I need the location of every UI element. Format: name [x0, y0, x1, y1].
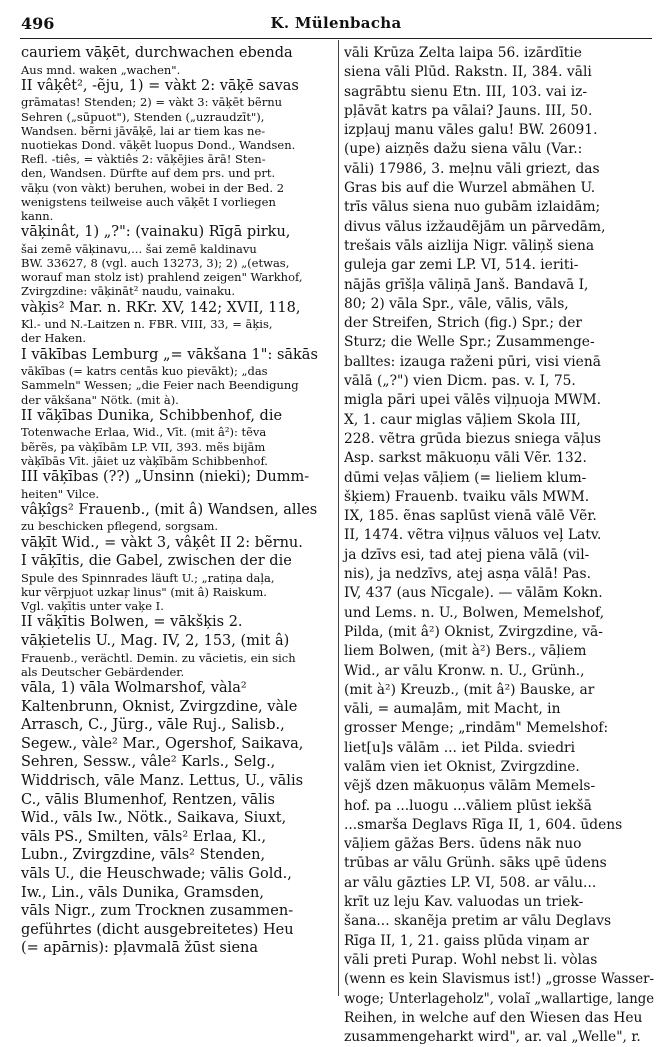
text-line: vālā („?") vien Dicm. pas. v. I, 75. [344, 373, 576, 390]
text-line: cauriem vāķēt, durchwachen ebenda [21, 45, 293, 61]
text-line: vâķîgs² Frauenb., (mit â) Wandsen, alles [21, 501, 318, 518]
text-line: als Deutscher Gebärdender. [21, 664, 185, 679]
text-line: vāli Krūza Zelta laipa 56. izārdītie [344, 45, 582, 61]
text-line: Kaltenbrunn, Oknist, Zvirgzdine, vàle [21, 698, 298, 715]
text-line: grosser Menge; „rindām" Memelshof: [344, 720, 609, 737]
text-line: guleja gar zemi LP. VI, 514. ieriti- [344, 257, 579, 274]
text-line: Gras bis auf die Wurzel abmähen U. [344, 180, 596, 197]
text-line: ar vālu gāzties LP. VI, 508. ar vālu... [344, 874, 597, 891]
text-line: ja dzīvs esi, tad atej piena vālā (vil- [344, 546, 590, 563]
text-line: Segew., vàle² Mar., Ogershof, Saikava, [21, 735, 304, 752]
text-line: hof. pa ...luogu ...vāliem plūst iekšā [344, 797, 592, 814]
text-line: Kl.- und N.-Laitzen n. FBR. VIII, 33, = āķis, [21, 317, 273, 332]
text-line: trūbas ar vālu Grünh. sāks ųpē ūdens [344, 855, 607, 872]
text-line: vāls PS., Smilten, vāls² Erlaa, Kl., [21, 828, 267, 845]
text-line: izpļauj manu vāles galu! BW. 26091. [344, 122, 598, 139]
text-line: zu beschicken pflegend, sorgsam. [21, 519, 219, 534]
text-line: vāls Nigr., zum Trocknen zusammen- [21, 903, 294, 920]
column-divider [338, 40, 339, 996]
text-line: BW. 33627, 8 (vgl. auch 13273, 3); 2) „(etwas, [21, 256, 290, 271]
text-line: Sehren („sūpuot"), Stenden („uzraudzīt"), [21, 109, 265, 124]
text-line: vāļiem gāžas Bers. ūdens nāk nuo [344, 836, 582, 853]
text-line: nuotiekas Dond. vāķēt luopus Dond., Wandsen. [21, 138, 296, 152]
text-line: 80; 2) vāla Spr., vāle, vālis, vāls, [344, 295, 569, 312]
text-line: pļāvāt katrs pa vālai? Jauns. III, 50. [344, 102, 593, 119]
text-line: Frauenb., verächtl. Demin. zu vācietis, ein sich [21, 650, 296, 665]
text-line: vākības (= katrs centās kuo pievākt); „das [21, 364, 268, 379]
text-line: Lubn., Zvirgzdine, vāls² Stenden, [21, 847, 266, 864]
text-line: Asp. sarkst mākuoņu vāli Vẽr. 132. [344, 450, 587, 467]
text-line: vāķu (von vàkt) beruhen, wobei in der Bed. 2 [21, 180, 285, 195]
text-line: II vâķêt², -ẽju, 1) = vàkt 2: vāķē savas [21, 77, 299, 94]
text-line: bẽrẽs, pa vàķībām LP. VII, 393. mẽs bijām [21, 439, 266, 454]
text-line: valām vien iet Oknist, Zvirgzdine. [344, 758, 580, 775]
text-line: Sturz; die Welle Spr.; Zusammenge- [344, 334, 595, 351]
text-line: vāli) 17986, 3. meļnu vāli griezt, das [344, 160, 600, 177]
text-line: liem Bolwen, (mit à²) Bers., vāļiem [344, 643, 587, 660]
text-line: trešais vāls aizlija Nigr. vāliņš siena [344, 237, 595, 254]
text-line: (mit à²) Kreuzb., (mit â²) Bauske, ar [344, 681, 595, 698]
text-line: Wandsen. bẽrni jāvāķē, lai ar tiem kas ne- [21, 123, 266, 138]
text-line: I vāķītis, die Gabel, zwischen der die [21, 553, 292, 570]
text-line: II, 1474. vẽtra viļņus vāluos veļ Latv. [344, 527, 602, 544]
page-number: 496 [21, 14, 55, 33]
text-line: III vāķības (??) „Unsinn (nieki); Dumm- [21, 469, 310, 486]
text-line: der Streifen, Strich (fig.) Spr.; der [344, 315, 583, 332]
text-line: dūmi veļas vāļiem (= lieliem klum- [344, 469, 587, 486]
text-line: divus vālus izžaudẽjām un pārvedām, [344, 218, 606, 235]
text-line: ...smarša Deglavs Rīga II, 1, 604. ūdens [344, 816, 623, 833]
text-line: balltes: izauga raženi pūri, visi vienā [344, 353, 601, 370]
text-line: migla pāri upei vālēs viļņuoja MWM. [344, 392, 601, 409]
text-line: Zvirgzdine: vāķināt² naudu, vainaku. [21, 284, 236, 299]
text-line: Spule des Spinnrades läuft U.; „ratiņa daļa, [21, 570, 275, 585]
text-line: šai zemē vāķinavu,... šai zemē kaldinavu [21, 241, 257, 256]
page-header [21, 14, 651, 38]
text-line: I vākības Lemburg „= vākšana 1": sākās [21, 346, 318, 363]
text-line: (upe) aizņẽs dažu siena vālu (Var.: [344, 141, 583, 158]
text-line: heiten" Vilce. [21, 486, 100, 501]
text-line: der Haken. [21, 331, 87, 346]
text-line: vāķīt Wid., = vàkt 3, vâķêt II 2: bẽrnu. [21, 534, 303, 551]
text-line: vāli, = aumaļām, mit Macht, in [344, 701, 561, 718]
text-line: X, 1. caur miglas vāļiem Skola III, [344, 411, 581, 428]
text-line: siena vāli Plūd. Rakstn. II, 384. vāli [344, 64, 592, 81]
text-line: vàķībās Vīt. jāiet uz vàķībām Schibbenhof. [21, 453, 268, 468]
text-line: kann. [21, 209, 54, 224]
text-line: worauf man stolz ist) prahlend zeigen" Warkhof, [21, 270, 303, 285]
text-line: nis), ja nedzīvs, atej asņa vālā! Pas. [344, 566, 591, 583]
text-line: vāls U., die Heuschwade; vālis Gold., [21, 865, 292, 882]
text-line: Aus mnd. waken „wachen". [21, 62, 181, 77]
text-line: woge; Unterlageholz", volaĩ „wallartige, lange [344, 990, 655, 1007]
text-line: zusammengeharkt wird", ar. val „Welle", r. [344, 1029, 641, 1046]
text-line: sagrābtu sienu Etn. III, 103. vai iz- [344, 83, 588, 100]
text-line: (= apārnis): pļavmalā žūst siena [21, 940, 259, 957]
text-line: II vãķītis Bolwen, = vākšķis 2. [21, 614, 243, 631]
text-line: vāķietelis U., Mag. IV, 2, 153, (mit â) [21, 633, 290, 650]
text-line: Rīga II, 1, 21. gaiss plūda viņam ar [344, 932, 589, 949]
text-line: Pilda, (mit â²) Oknist, Zvirgzdine, vā- [344, 623, 603, 640]
text-line: Iw., Lin., vāls Dunika, Gramsden, [21, 884, 264, 901]
text-line: kur vẽrpjuot uzkaŗ linus" (mit â) Raiskum. [21, 585, 267, 600]
text-line: liet[u]s vālām ... iet Pilda. sviedri [344, 739, 576, 756]
text-line: vāli preti Purap. Wohl nebst li. vòlas [344, 951, 598, 968]
text-line: Arrasch, C., Jürg., vāle Ruj., Salisb., [21, 717, 285, 734]
text-line: der vākšana" Nötk. (mit à). [21, 392, 179, 407]
text-line: Sammeln" Wessen; „die Feier nach Beendigung [21, 378, 299, 393]
text-line: C., vālis Blumenhof, Rentzen, vālis [21, 791, 275, 808]
header-rule [20, 38, 652, 39]
text-line: Widdrisch, vāle Manz. Lettus, U., vālis [21, 772, 304, 789]
text-line: den, Wandsen. Dürfte auf dem prs. und prt. [21, 166, 276, 181]
text-line: krīt uz leju Kav. valuodas un triek- [344, 894, 584, 911]
text-line: Vgl. vaķītis unter vaķe I. [21, 599, 164, 614]
text-line: Wid., vāls Iw., Nötk., Saikava, Siuxt, [21, 810, 287, 827]
text-line: Totenwache Erlaa, Wid., Vīt. (mit â²): tẽva [21, 425, 267, 440]
right-column [344, 44, 655, 1046]
text-line: geführtes (dicht ausgebreitetes) Heu [21, 921, 294, 938]
text-line: IX, 185. ẽnas saplūst vienā vālē Vẽr. [344, 508, 597, 525]
text-line: Sehren, Sessw., vâle² Karls., Selg., [21, 754, 276, 771]
text-line: vẽjš dzen mākuoņus vālām Memels- [344, 778, 596, 795]
text-line: šana... skanẽja pretim ar vālu Deglavs [344, 913, 612, 930]
text-line: und Lems. n. U., Bolwen, Memelshof, [344, 604, 605, 621]
text-line: trīs vālus siena nuo gubām izlaidām; [344, 199, 601, 216]
text-line: vāla, 1) vāla Wolmarshof, vàla² [21, 680, 247, 697]
text-line: II vãķības Dunika, Schibbenhof, die [21, 407, 283, 424]
text-line: wenigstens teilweise auch vāķēt I vorliegen [21, 194, 276, 209]
text-line: Reihen, in welche auf den Wiesen das Heu [344, 1009, 643, 1026]
text-line: (wenn es kein Slavismus ist!) „grosse Wasser- [344, 971, 654, 988]
text-line: šķiem) Frauenb. tvaiku vāls MWM. [344, 488, 590, 505]
text-line: Wid., ar vālu Kronw. n. U., Grünh., [344, 662, 585, 679]
running-title: K. Mülenbacha [270, 14, 402, 32]
text-line: 228. vẽtra grūda biezus sniega vāļus [344, 430, 601, 447]
text-line: grāmatas! Stenden; 2) = vàkt 3: vāķēt bẽrnu [21, 95, 283, 110]
text-line: vàķis² Mar. n. RKr. XV, 142; XVII, 118, [21, 299, 301, 316]
text-line: vāķinât, 1) „?": (vainaku) Rīgā pirku, [21, 224, 291, 241]
text-line: Refl. -tiês, = vàktiês 2: vāķējies ārā! Sten- [21, 152, 266, 167]
text-line: nājās grīšļa vāliņā Janš. Bandavā I, [344, 276, 589, 293]
left-column [21, 44, 333, 998]
text-line: IV, 437 (aus Nīcgale). — vālām Kokn. [344, 585, 603, 602]
